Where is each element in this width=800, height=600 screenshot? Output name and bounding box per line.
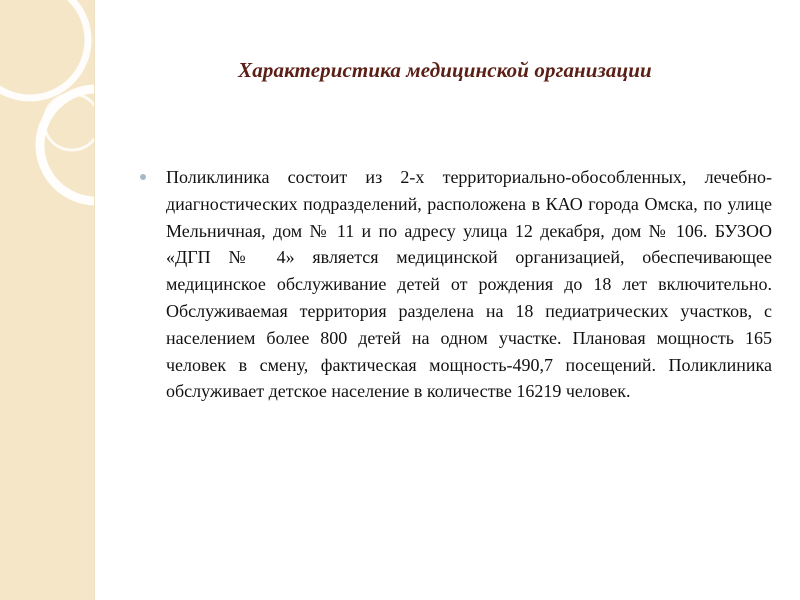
bullet-text: Поликлиника состоит из 2-х территориально-обособленных, лечебно-диагностических подразделений, расположена в КАО города Омска, по улице Мельничная, дом № 11 и по адресу улица 12 декабря, дом № 106. БУЗОО «ДГП № 4» является медицинской организацией, обеспечивающее медицинское обслуживание детей от рождения до 18 лет включительно. Обслуживаемая территория разделена на 18 педиатрических участков, с населением более 800 детей на одном участке. Плановая мощность 165 человек в смену, фактическая мощность-490,7 посещений. Поликлиника обслуживает детское население в количестве 16219 человек.	[166, 167, 772, 402]
slide-content	[140, 164, 772, 405]
side-band-divider	[94, 0, 95, 600]
decorative-rings-graphic	[0, 0, 94, 600]
decorative-ring-small	[44, 94, 94, 150]
bullet-dot-icon	[140, 174, 146, 180]
slide-title: Характеристика медицинской организации	[238, 58, 652, 82]
bullet-item	[140, 164, 772, 405]
decorative-side-band	[0, 0, 94, 600]
decorative-ring-large	[0, 0, 88, 98]
